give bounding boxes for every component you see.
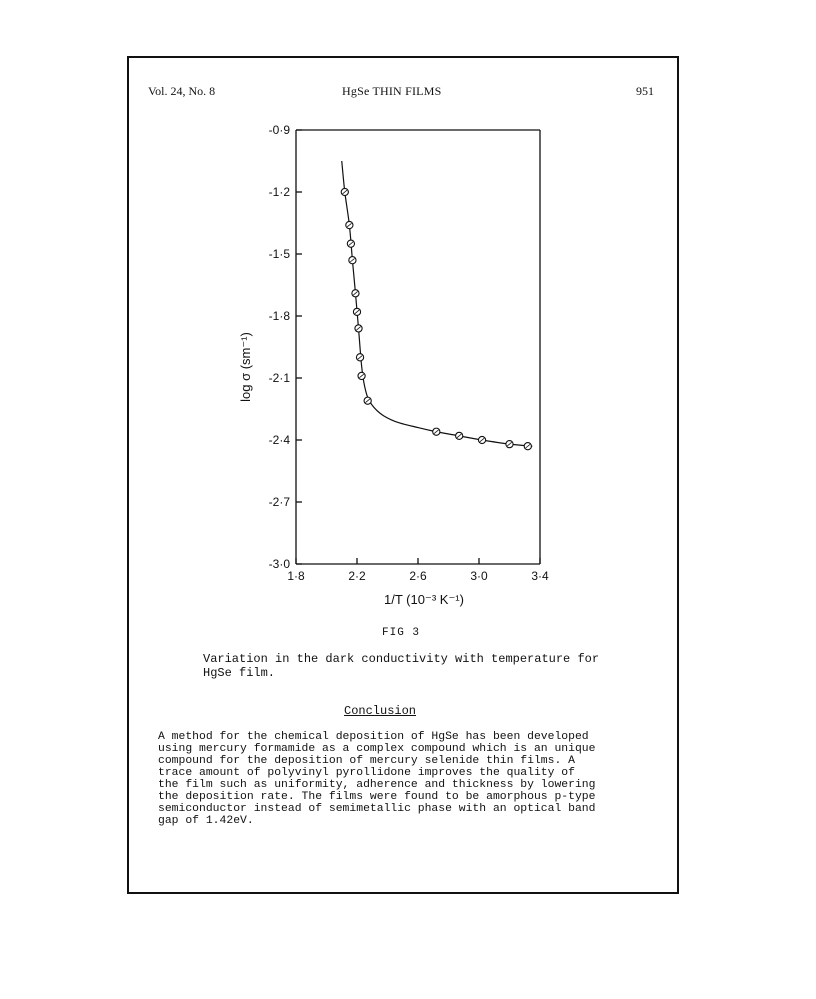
chart-labels <box>238 123 549 607</box>
caption-line: Variation in the dark conductivity with temperature for <box>203 652 600 666</box>
paragraph-line: gap of 1.42eV. <box>158 815 254 827</box>
x-tick-label: 2·6 <box>409 569 427 583</box>
journal-volume: Vol. 24, No. 8 <box>148 84 216 98</box>
paragraph-line: compound for the deposition of mercury selenide thin films. A <box>158 755 575 767</box>
x-tick-label: 3·4 <box>531 569 549 583</box>
figure-caption <box>203 652 663 680</box>
page-number: 951 <box>636 84 654 98</box>
y-tick-label: -1·2 <box>268 185 290 199</box>
conclusion-paragraph <box>158 731 668 827</box>
paragraph-line: trace amount of polyvinyl pyrollidone improves the quality of <box>158 767 575 779</box>
y-tick-label: -2·1 <box>268 371 290 385</box>
y-tick-label: -1·8 <box>268 309 290 323</box>
y-axis-label: log σ (sm⁻¹) <box>238 332 253 402</box>
y-tick-label: -3·0 <box>268 557 290 571</box>
paragraph-line: semiconductor instead of semimetallic phase with an optical band <box>158 803 596 815</box>
x-tick-label: 3·0 <box>470 569 488 583</box>
chart-axes <box>296 130 540 564</box>
y-tick-label: -2·7 <box>268 495 290 509</box>
chart-ticks <box>296 130 540 564</box>
y-tick-label: -0·9 <box>268 123 290 137</box>
x-axis-label: 1/T (10⁻³ K⁻¹) <box>384 592 464 607</box>
x-tick-label: 2·2 <box>348 569 366 583</box>
section-heading-conclusion: Conclusion <box>344 704 417 718</box>
paragraph-line: the film such as uniformity, adherence and thickness by lowering <box>158 779 596 791</box>
y-tick-label: -2·4 <box>268 433 290 447</box>
paragraph-line: A method for the chemical deposition of HgSe has been developed <box>158 731 589 743</box>
caption-line: HgSe film. <box>203 666 276 680</box>
paragraph-line: using mercury formamide as a complex compound which is an unique <box>158 743 596 755</box>
x-tick-label: 1·8 <box>287 569 305 583</box>
paragraph-line: the deposition rate. The films were found to be amorphous p-type <box>158 791 596 803</box>
figure-number: FIG 3 <box>382 627 421 639</box>
running-title: HgSe THIN FILMS <box>342 84 442 98</box>
y-tick-label: -1·5 <box>268 247 290 261</box>
chart-points-group <box>341 188 531 449</box>
